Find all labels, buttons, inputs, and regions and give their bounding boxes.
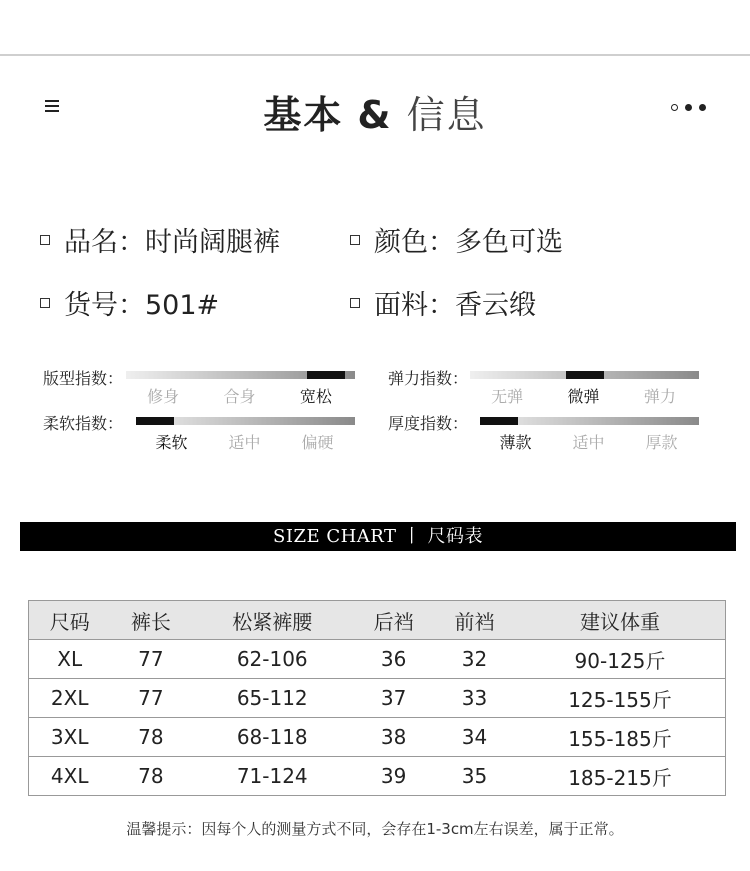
table-cell: 125-155斤 [515,679,726,718]
index-label: 厚度指数： [388,414,469,433]
index-tick-label: 宽松 [299,387,332,406]
table-cell: 185-215斤 [515,757,726,796]
table-header-cell: 裤长 [110,601,191,640]
table-cell: 68-118 [191,718,353,757]
color-text: 颜色：多色可选 [374,227,563,258]
table-cell: 32 [434,640,515,679]
index-tick-label: 微弹 [567,387,600,406]
checkbox-square-icon [40,298,50,308]
table-header-cell: 前裆 [434,601,515,640]
table-cell: 3XL [29,718,111,757]
table-header-cell: 松紧裤腰 [191,601,353,640]
table-cell: 4XL [29,757,111,796]
table-cell: 37 [353,679,434,718]
table-header-cell: 尺码 [29,601,111,640]
more-dots-icon[interactable] [671,104,706,111]
table-cell: 35 [434,757,515,796]
table-cell: 71-124 [191,757,353,796]
checkbox-square-icon [350,298,360,308]
index-tick-label: 适中 [228,433,261,452]
title-amp: & [357,93,393,137]
title-bold: 基本 [263,93,344,137]
table-row [29,718,726,757]
size-note: 温馨提示：因每个人的测量方式不同，会存在1-3cm左右误差，属于正常。 [126,820,624,838]
index-marker [136,417,174,425]
info-sku [40,283,219,322]
info-product-name [40,220,280,259]
table-cell: 39 [353,757,434,796]
index-label: 版型指数： [43,369,124,388]
top-divider [0,54,750,56]
table-cell: 62-106 [191,640,353,679]
product-name-text: 品名：时尚阔腿裤 [64,227,280,258]
table-cell: 2XL [29,679,111,718]
index-tick-label: 无弹 [491,387,524,406]
checkbox-square-icon [40,235,50,245]
size-table [28,600,726,796]
table-cell: 155-185斤 [515,718,726,757]
table-cell: 78 [110,757,191,796]
index-tick-label: 偏硬 [301,433,334,452]
index-tick-label: 柔软 [155,433,188,452]
table-body [29,640,726,796]
table-row [29,757,726,796]
table-cell: 77 [110,679,191,718]
table-row [29,679,726,718]
index-tick-label: 合身 [223,387,256,406]
table-cell: 34 [434,718,515,757]
table-cell: 36 [353,640,434,679]
index-marker [480,417,518,425]
table-cell: 90-125斤 [515,640,726,679]
table-cell: 38 [353,718,434,757]
index-tick-label: 修身 [147,387,180,406]
title-light: 信息 [406,93,487,137]
table-header-cell: 建议体重 [515,601,726,640]
table-cell: XL [29,640,111,679]
table-cell: 65-112 [191,679,353,718]
section-title [0,84,750,139]
index-tick-label: 适中 [572,433,605,452]
table-header-cell: 后裆 [353,601,434,640]
info-fabric [350,283,536,322]
index-marker [307,371,345,379]
index-marker [566,371,604,379]
size-chart-banner: SIZE CHART 丨 尺码表 [20,522,736,551]
table-row [29,640,726,679]
fabric-text: 面料：香云缎 [374,290,536,321]
index-tick-label: 薄款 [499,433,532,452]
table-cell: 78 [110,718,191,757]
index-tick-label: 弹力 [643,387,676,406]
index-tick-label: 厚款 [645,433,678,452]
table-header-row [29,601,726,640]
sku-text: 货号：501# [64,290,220,321]
index-label: 弹力指数： [388,369,469,388]
table-cell: 33 [434,679,515,718]
checkbox-square-icon [350,235,360,245]
index-label: 柔软指数： [43,414,124,433]
table-cell: 77 [110,640,191,679]
info-color [350,220,563,259]
